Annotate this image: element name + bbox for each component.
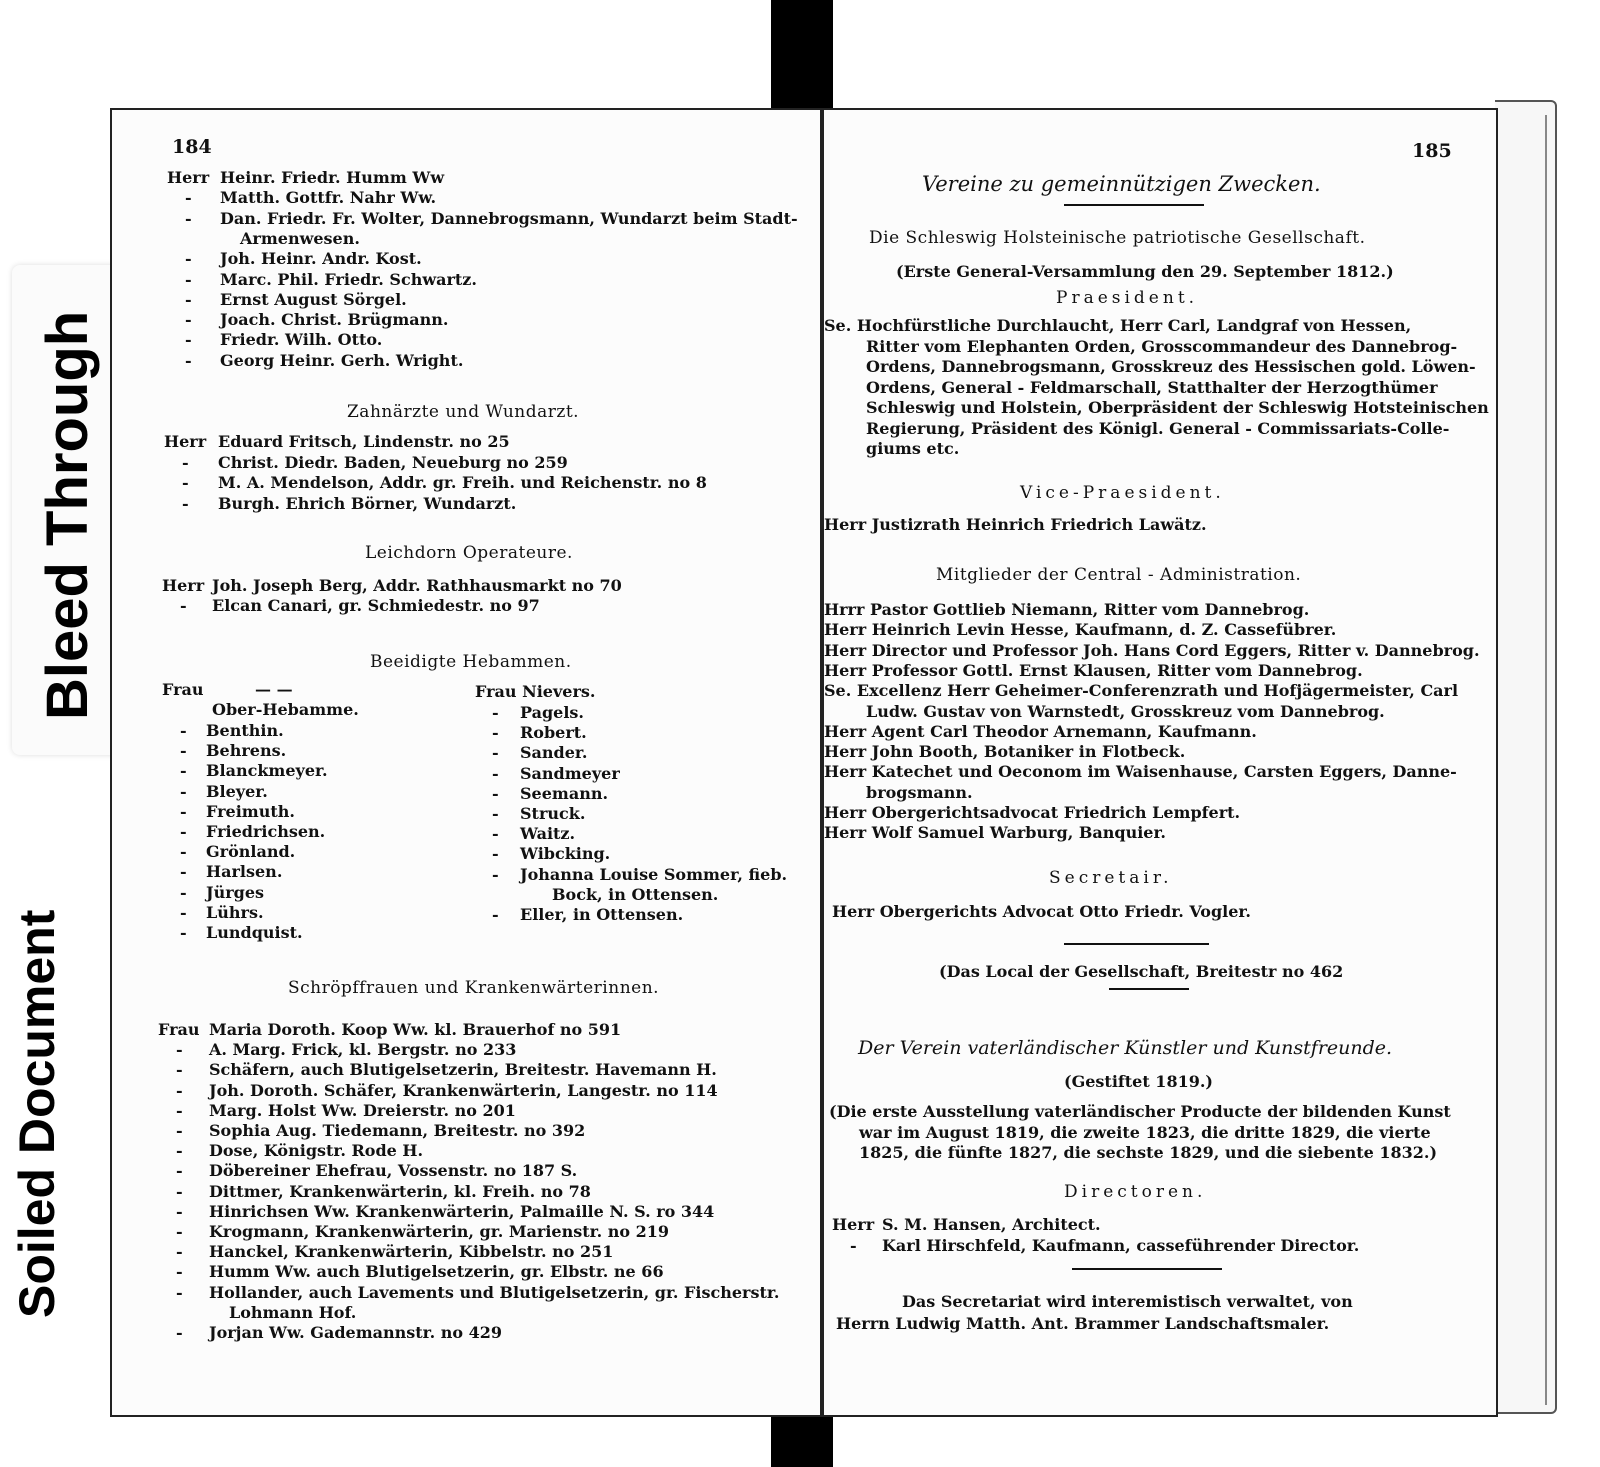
heb-right-name: Johanna Louise Sommer, fieb.	[520, 864, 788, 884]
praesident-line: Ordens, Dannebrogsmann, Grosskreuz des Hessischen gold. Löwen-	[866, 357, 1476, 376]
heb-right-name: Bock, in Ottensen.	[552, 884, 719, 904]
schroepf-line-prefix: -	[176, 1040, 183, 1060]
heb-left-dash: -	[180, 721, 187, 740]
praesident-line: Se. Hochfürstliche Durchlaucht, Herr Carl, Landgraf von Hessen,	[824, 316, 1412, 335]
heb-left-dash: -	[180, 842, 187, 862]
heb-left-ober: Ober-Hebamme.	[212, 700, 359, 719]
schroepf-line: Hanckel, Krankenwärterin, Kibbelstr. no 251	[209, 1242, 614, 1262]
heb-left-name: Benthin.	[206, 721, 284, 740]
soiled-document-label: Soiled Document	[9, 909, 65, 1318]
schroepf-line-prefix: -	[176, 1181, 183, 1201]
heading-hebammen: Beeidigte Hebammen.	[370, 652, 572, 672]
schroepf-line-prefix: Frau	[158, 1020, 200, 1039]
schroepf-line-prefix: -	[176, 1222, 183, 1241]
schroepf-line: Döbereiner Ehefrau, Vossenstr. no 187 S.	[209, 1161, 578, 1181]
name-line-prefix: -	[185, 249, 192, 269]
heb-right-name: Robert.	[520, 723, 587, 743]
schroepf-line: Krogmann, Krankenwärterin, gr. Marienstr. no 219	[209, 1222, 670, 1241]
left-page	[110, 108, 822, 1417]
schroepf-line: Dose, Königstr. Rode H.	[209, 1141, 424, 1161]
heb-right-name: Struck.	[520, 804, 586, 823]
spine-bar-top	[771, 0, 833, 115]
leichdorn-line-prefix: Herr	[162, 576, 205, 595]
schroepf-line: Schäfern, auch Blutigelsetzerin, Breitestr. Havemann H.	[209, 1060, 717, 1080]
spine-bar-bottom	[771, 1412, 833, 1467]
heb-right-dash: -	[492, 783, 499, 803]
leichdorn-line-prefix: -	[180, 596, 187, 615]
heb-left-dash: -	[180, 822, 187, 841]
heb-left-name: Friedrichsen.	[206, 822, 326, 841]
heb-left-dash: -	[180, 862, 187, 882]
schroepf-line: Hinrichsen Ww. Krankenwärterin, Palmaille N. S. ro 344	[209, 1201, 715, 1221]
final-line: Herrn Ludwig Matth. Ant. Brammer Landschaftsmaler.	[836, 1314, 1330, 1333]
name-line: Friedr. Wilh. Otto.	[220, 330, 383, 350]
name-line: Joach. Christ. Brügmann.	[220, 310, 449, 330]
zahnarzt-line-prefix: -	[182, 473, 189, 492]
schroepf-line-prefix: -	[176, 1262, 183, 1282]
praesident-line: Regierung, Präsident des Königl. General - Commissariats-Colle-	[866, 418, 1450, 438]
name-line-prefix: Herr	[167, 168, 210, 187]
heb-left-dash: -	[180, 801, 187, 821]
heb-right-dash: -	[492, 804, 499, 823]
schroepf-line-prefix: -	[176, 1282, 183, 1302]
vice-praesident: Herr Justizrath Heinrich Friedrich Lawätz.	[824, 515, 1207, 534]
schroepf-line: A. Marg. Frick, kl. Bergstr. no 233	[209, 1040, 517, 1060]
heb-left-dash: -	[180, 781, 187, 801]
bleed-through-label: Bleed Through	[35, 310, 100, 720]
praesident-line: Ordens, General - Feldmarschall, Statthalter der Herzogthümer	[866, 377, 1438, 397]
heading-mitglieder: Mitglieder der Central - Administration.	[936, 565, 1302, 585]
gestiftet: (Gestiftet 1819.)	[1064, 1072, 1213, 1091]
heading-secretair: Secretair.	[1049, 868, 1173, 888]
heb-right-dash: -	[492, 763, 499, 783]
ausstellung-line: 1825, die fünfte 1827, die sechste 1829, und die siebente 1832.)	[859, 1143, 1438, 1162]
heading-directoren: Directoren.	[1064, 1182, 1207, 1202]
heb-left-name: Freimuth.	[206, 801, 295, 821]
heb-right-name: Eller, in Ottensen.	[520, 905, 684, 924]
heb-left-name: Behrens.	[206, 741, 287, 761]
zahnarzt-line-prefix: -	[182, 493, 189, 513]
heb-right-name: Sandmeyer	[520, 763, 620, 783]
rule-3	[1072, 1268, 1222, 1270]
mitglied-line: Herr Wolf Samuel Warburg, Banquier.	[824, 823, 1166, 843]
mitglied-line: Herr Obergerichtsadvocat Friedrich Lempfert.	[824, 803, 1241, 822]
heb-right-name: Pagels.	[520, 703, 584, 722]
heading-leichdorn: Leichdorn Operateure.	[365, 543, 573, 563]
schroepf-line: Marg. Holst Ww. Dreierstr. no 201	[209, 1100, 516, 1120]
director-line-prefix: Herr	[832, 1215, 875, 1234]
society-name: Die Schleswig Holsteinische patriotische Gesellschaft.	[869, 228, 1366, 248]
society-subtitle: (Erste General-Versammlung den 29. September 1812.)	[896, 262, 1394, 281]
heb-left-name: Jürges	[206, 882, 265, 902]
mitglied-line: Herr Heinrich Levin Hesse, Kaufmann, d. Z. Cassefübrer.	[824, 620, 1337, 640]
mitglied-line: Herr Director und Professor Joh. Hans Cord Eggers, Ritter v. Dannebrog.	[824, 640, 1480, 660]
schroepf-line: Dittmer, Krankenwärterin, kl. Freih. no 78	[209, 1181, 591, 1201]
schroepf-line-prefix: -	[176, 1201, 183, 1221]
heb-left-name: Blanckmeyer.	[206, 761, 328, 781]
local-text: (Das Local der Gesellschaft, Breitestr no 462	[939, 962, 1344, 981]
name-line: Georg Heinr. Gerh. Wright.	[220, 350, 464, 370]
heb-left-name: Lührs.	[206, 902, 264, 922]
praesident-line: giums etc.	[866, 439, 960, 458]
zahnarzt-line-prefix: Herr	[164, 432, 207, 451]
heb-left-name: Harlsen.	[206, 862, 283, 882]
secretair: Herr Obergerichts Advocat Otto Friedr. Vogler.	[832, 902, 1251, 921]
zahnarzt-line: Eduard Fritsch, Lindenstr. no 25	[218, 432, 510, 451]
name-line: Armenwesen.	[240, 228, 360, 248]
heb-right-name: Waitz.	[520, 824, 576, 844]
right-page	[822, 108, 1498, 1417]
heb-left-name: Grönland.	[206, 842, 296, 862]
name-line-prefix: -	[185, 310, 192, 330]
heading-vice-praesident: Vice-Praesident.	[1020, 483, 1225, 503]
heb-left-dashes: — —	[255, 680, 293, 699]
mitglied-line: Ludw. Gustav von Warnstedt, Grosskreuz vom Dannebrog.	[866, 701, 1385, 721]
heb-right-dash: -	[492, 824, 499, 844]
director-line: S. M. Hansen, Architect.	[882, 1215, 1101, 1234]
heb-left-dash: -	[180, 882, 187, 902]
director-line-prefix: -	[850, 1235, 857, 1255]
ausstellung-line: war im August 1819, die zweite 1823, die dritte 1829, die vierte	[859, 1122, 1431, 1142]
name-line: Marc. Phil. Friedr. Schwartz.	[220, 269, 477, 289]
heading-zahnaerzte: Zahnärzte und Wundarzt.	[347, 402, 580, 422]
name-line: Heinr. Friedr. Humm Ww	[220, 168, 445, 187]
leichdorn-line: Elcan Canari, gr. Schmiedestr. no 97	[212, 596, 540, 615]
heb-right-name: Wibcking.	[520, 844, 611, 864]
mitglied-line: Herr Professor Gottl. Ernst Klausen, Ritter vom Dannebrog.	[824, 660, 1363, 680]
name-line-prefix: -	[185, 350, 192, 370]
schroepf-line-prefix: -	[176, 1100, 183, 1120]
name-line: Ernst August Sörgel.	[220, 289, 407, 309]
verein-title: Der Verein vaterländischer Künstler und Kunstfreunde.	[858, 1037, 1393, 1059]
schroepf-line: Jorjan Ww. Gademannstr. no 429	[209, 1323, 503, 1342]
mitglied-line: Se. Excellenz Herr Geheimer-Conferenzrath und Hofjägermeister, Carl	[824, 681, 1459, 701]
schroepf-line: Hollander, auch Lavements und Blutigelsetzerin, gr. Fischerstr.	[209, 1282, 780, 1302]
name-line: Dan. Friedr. Fr. Wolter, Dannebrogsmann, Wundarzt beim Stadt-	[220, 208, 798, 228]
heb-right-dash: -	[492, 864, 499, 884]
right-title: Vereine zu gemeinnützigen Zwecken.	[922, 172, 1321, 196]
name-line-prefix: -	[185, 269, 192, 289]
schroepf-line: Lohmann Hof.	[229, 1302, 357, 1322]
heb-right-first: Frau Nievers.	[475, 682, 596, 701]
schroepf-line: Humm Ww. auch Blutigelsetzerin, gr. Elbstr. ne 66	[209, 1262, 664, 1282]
schroepf-line-prefix: -	[176, 1121, 183, 1140]
final-line: Das Secretariat wird interemistisch verwaltet, von	[902, 1292, 1353, 1311]
schroepf-line-prefix: -	[176, 1242, 183, 1262]
heb-right-dash: -	[492, 743, 499, 763]
rule-2	[1109, 988, 1189, 990]
name-line: Matth. Gottfr. Nahr Ww.	[220, 188, 437, 208]
name-line-prefix: -	[185, 330, 192, 350]
mitglied-line: Herr John Booth, Botaniker in Flotbeck.	[824, 742, 1186, 762]
page-edge-inner	[1510, 115, 1547, 1405]
ausstellung-line: (Die erste Ausstellung vaterländischer Producte der bildenden Kunst	[829, 1102, 1451, 1121]
right-page-number: 185	[1412, 140, 1452, 162]
mitglied-line: brogsmann.	[866, 782, 973, 802]
schroepf-line-prefix: -	[176, 1161, 183, 1181]
schroepf-line-prefix: -	[176, 1080, 183, 1100]
heb-left-first: Frau	[162, 680, 204, 699]
heb-right-name: Seemann.	[520, 783, 609, 803]
heb-right-dash: -	[492, 844, 499, 864]
heading-praesident: Praesident.	[1056, 288, 1199, 308]
zahnarzt-line: M. A. Mendelson, Addr. gr. Freih. und Reichenstr. no 8	[218, 473, 707, 492]
leichdorn-line: Joh. Joseph Berg, Addr. Rathhausmarkt no 70	[212, 576, 622, 595]
heb-right-name: Sander.	[520, 743, 588, 763]
schroepf-line-prefix: -	[176, 1323, 183, 1342]
heb-left-dash: -	[180, 902, 187, 922]
heading-schroepffrauen: Schröpffrauen und Krankenwärterinnen.	[288, 978, 660, 998]
director-line: Karl Hirschfeld, Kaufmann, casseführender Director.	[882, 1235, 1360, 1255]
mitglied-line: Herr Agent Carl Theodor Arnemann, Kaufmann.	[824, 721, 1257, 741]
praesident-line: Ritter vom Elephanten Orden, Grosscommandeur des Dannebrog-	[866, 336, 1458, 356]
title-underline	[1064, 204, 1204, 206]
left-page-number: 184	[172, 136, 212, 158]
schroepf-line: Joh. Doroth. Schäfer, Krankenwärterin, Langestr. no 114	[209, 1080, 718, 1100]
praesident-line: Schleswig und Holstein, Oberpräsident der Schleswig Hotsteinischen	[866, 398, 1489, 417]
schroepf-line-prefix: -	[176, 1060, 183, 1080]
heb-left-dash: -	[180, 761, 187, 781]
schroepf-line: Maria Doroth. Koop Ww. kl. Brauerhof no 591	[209, 1020, 622, 1039]
zahnarzt-line: Burgh. Ehrich Börner, Wundarzt.	[218, 493, 517, 513]
name-line-prefix: -	[185, 208, 192, 228]
mitglied-line: Hrrr Pastor Gottlieb Niemann, Ritter vom Dannebrog.	[824, 600, 1310, 619]
heb-right-dash: -	[492, 723, 499, 743]
mitglied-line: Herr Katechet und Oeconom im Waisenhause, Carsten Eggers, Danne-	[824, 762, 1457, 782]
heb-left-name: Bleyer.	[206, 781, 268, 801]
rule-1	[1064, 943, 1209, 945]
name-line-prefix: -	[185, 289, 192, 309]
name-line-prefix: -	[185, 188, 192, 208]
heb-left-name: Lundquist.	[206, 923, 303, 942]
schroepf-line: Sophia Aug. Tiedemann, Breitestr. no 392	[209, 1121, 586, 1140]
schroepf-line-prefix: -	[176, 1141, 183, 1161]
name-line: Joh. Heinr. Andr. Kost.	[220, 249, 422, 269]
heb-left-dash: -	[180, 741, 187, 761]
heb-left-dash: -	[180, 923, 187, 942]
heb-right-dash: -	[492, 905, 499, 924]
zahnarzt-line: Christ. Diedr. Baden, Neueburg no 259	[218, 452, 568, 472]
zahnarzt-line-prefix: -	[182, 452, 189, 472]
heb-right-dash: -	[492, 703, 499, 722]
